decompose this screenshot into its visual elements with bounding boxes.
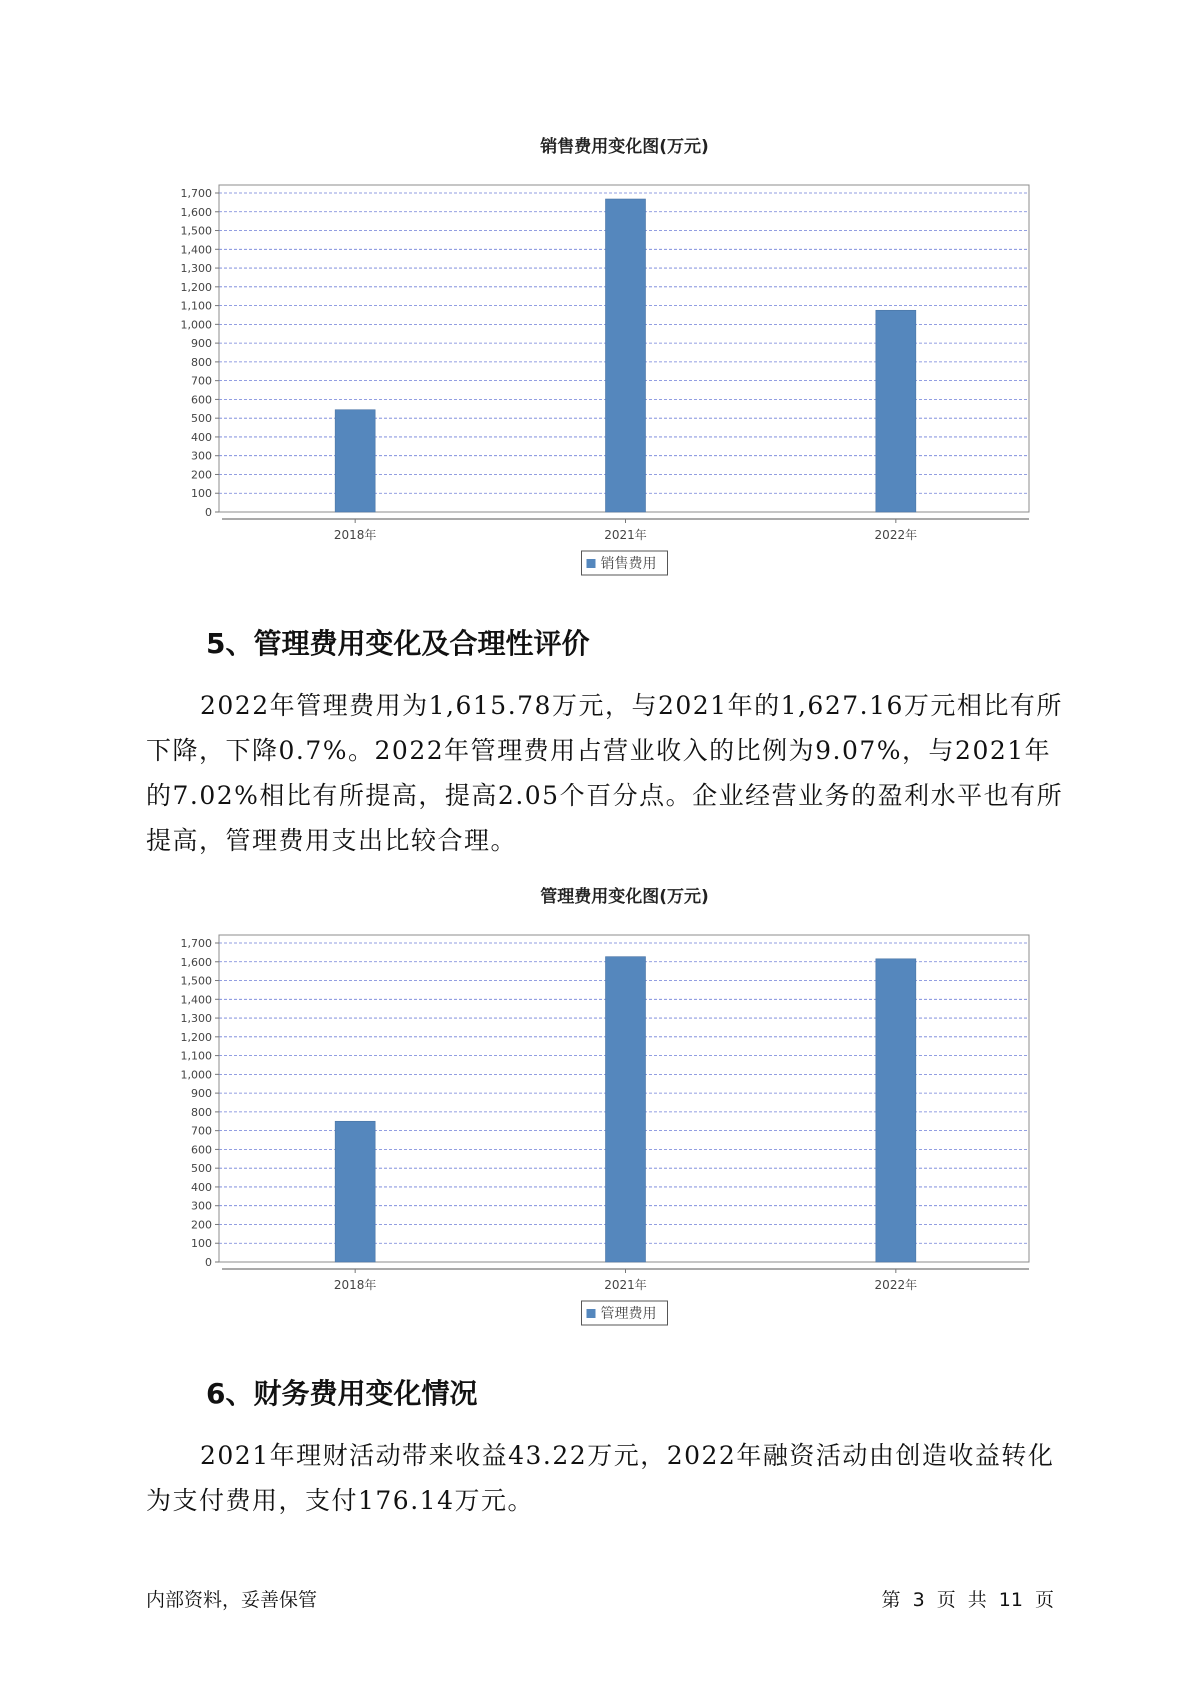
- admin-expense-chart-svg: [150, 878, 1030, 1322]
- footer-confidential-note: 内部资料，妥善保管: [146, 1589, 318, 1611]
- y-tick-label: 1,200: [180, 1030, 212, 1044]
- bar-1: [335, 1121, 375, 1262]
- x-tick-label: 2022年: [874, 528, 918, 542]
- legend-label: 销售费用: [600, 556, 657, 572]
- legend-swatch: [587, 559, 596, 568]
- bar-3: [876, 959, 916, 1262]
- y-tick-label: 700: [191, 1124, 212, 1138]
- footer-page-number: 第 3 页 共 11 页: [881, 1589, 1054, 1611]
- x-tick-label: 2021年: [604, 1278, 647, 1292]
- section5-heading: 5、管理费用变化及合理性评价: [206, 627, 590, 660]
- y-tick-label: 1,000: [180, 318, 212, 332]
- chart-title: 管理费用变化图(万元): [540, 887, 709, 907]
- x-tick-label: 2018年: [333, 528, 377, 542]
- legend-swatch: [587, 1309, 596, 1318]
- y-tick-label: 900: [191, 1087, 212, 1101]
- y-tick-label: 300: [191, 449, 212, 463]
- x-tick-label: 2018年: [333, 1278, 377, 1292]
- y-tick-label: 1,500: [180, 974, 212, 988]
- y-tick-label: 1,400: [180, 243, 212, 257]
- y-tick-label: 200: [191, 1218, 212, 1232]
- bar-1: [335, 410, 375, 512]
- y-tick-label: 800: [191, 1105, 212, 1119]
- y-tick-label: 900: [191, 337, 212, 351]
- y-tick-label: 600: [191, 393, 212, 407]
- y-tick-label: 500: [191, 412, 212, 426]
- y-tick-label: 1,000: [180, 1068, 212, 1082]
- y-tick-label: 1,300: [180, 262, 212, 276]
- y-tick-label: 400: [191, 430, 212, 444]
- section6-paragraph: 2021年理财活动带来收益43.22万元，2022年融资活动由创造收益转化为支付费用，支付176.14万元。: [146, 1441, 1055, 1515]
- y-tick-label: 0: [205, 506, 212, 519]
- section5-paragraph: 2022年管理费用为1,615.78万元，与2021年的1,627.16万元相比有所下降，下降0.7%。2022年管理费用占营业收入的比例为9.07%，与2021年的7.02%相比有所提高，提高2.05个百分点。企业经营业务的盈利水平也有所提高，管理费用支出比较合理。: [146, 691, 1064, 855]
- y-tick-label: 1,300: [180, 1012, 212, 1026]
- chart-title: 销售费用变化图(万元): [540, 137, 709, 157]
- x-tick-label: 2022年: [874, 1278, 918, 1292]
- y-tick-label: 1,500: [180, 224, 212, 238]
- y-tick-label: 1,700: [180, 187, 212, 200]
- bar-2: [606, 957, 646, 1262]
- y-tick-label: 1,100: [180, 299, 212, 313]
- y-tick-label: 0: [205, 1256, 212, 1269]
- y-tick-label: 100: [191, 487, 212, 501]
- admin-expense-chart: [150, 878, 1030, 1322]
- chart-legend: [582, 1301, 668, 1325]
- y-tick-label: 300: [191, 1199, 212, 1213]
- y-tick-label: 400: [191, 1180, 212, 1194]
- y-tick-label: 200: [191, 468, 212, 482]
- y-tick-label: 1,700: [180, 937, 212, 950]
- y-tick-label: 1,600: [180, 955, 212, 969]
- y-tick-label: 1,600: [180, 205, 212, 219]
- sales-expense-chart: [150, 128, 1030, 572]
- section6-heading: 6、财务费用变化情况: [206, 1377, 478, 1410]
- y-tick-label: 1,200: [180, 280, 212, 294]
- sales-expense-chart-svg: [150, 128, 1030, 572]
- y-tick-label: 1,400: [180, 993, 212, 1007]
- y-tick-label: 100: [191, 1237, 212, 1251]
- legend-label: 管理费用: [600, 1306, 657, 1322]
- bar-2: [606, 199, 646, 512]
- y-tick-label: 1,100: [180, 1049, 212, 1063]
- y-tick-label: 800: [191, 355, 212, 369]
- y-tick-label: 500: [191, 1162, 212, 1176]
- x-tick-label: 2021年: [604, 528, 647, 542]
- chart-legend: [582, 551, 668, 575]
- bar-3: [876, 310, 916, 512]
- y-tick-label: 700: [191, 374, 212, 388]
- y-tick-label: 600: [191, 1143, 212, 1157]
